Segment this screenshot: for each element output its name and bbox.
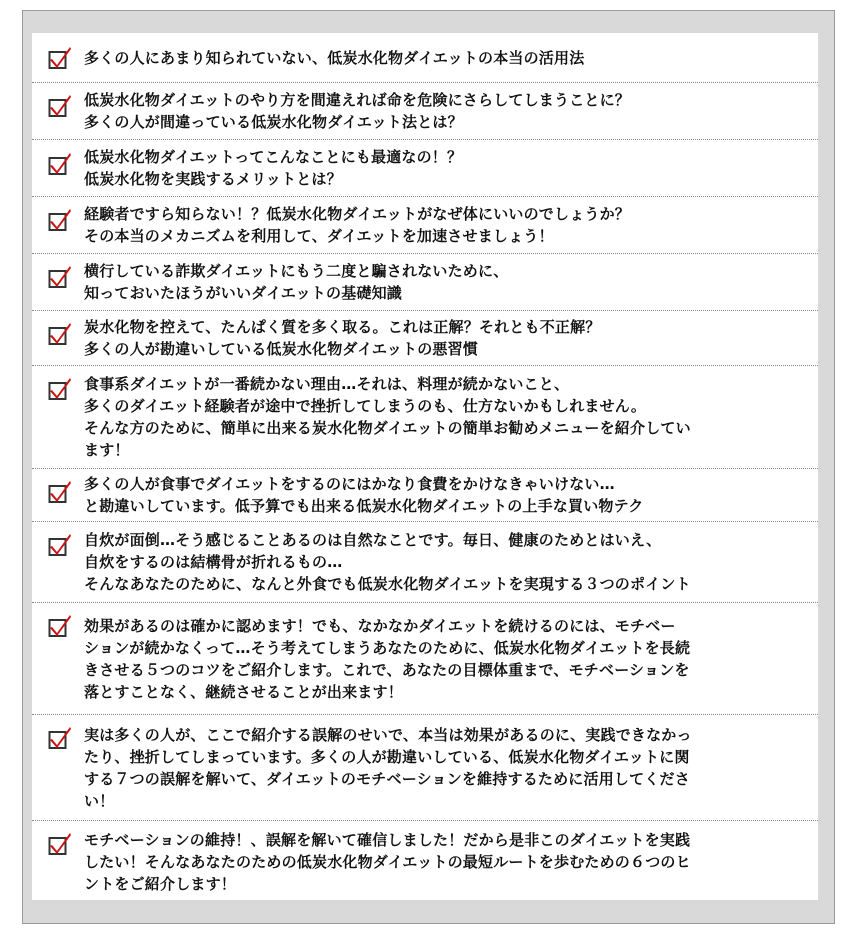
list-item-text: 横行している詐欺ダイエットにもう二度と騙されないために、 知っておいたほうがいいダイエットの基礎知識 bbox=[84, 262, 509, 302]
list-item-text: 自炊が面倒…そう感じることあるのは自然なことです。毎日、健康のためとはいえ、 自炊をするのは結構骨が折れるもの… そんなあなたのために、なんと外食でも低炭水化物ダイエットを実現する３つのポイント bbox=[84, 531, 691, 593]
checkbox-checked-icon bbox=[48, 533, 72, 557]
list-item bbox=[32, 33, 818, 83]
list-item bbox=[32, 522, 818, 603]
list-item-text: 経験者ですら知らない！？低炭水化物ダイエットがなぜ体にいいのでしょうか？ その本当のメカニズムを利用して、ダイエットを加速させましょう！ bbox=[84, 205, 631, 245]
checkbox-checked-icon bbox=[48, 94, 72, 118]
list-item-text: 食事系ダイエットが一番続かない理由…それは、料理が続かないこと、 多くのダイエット経験者が途中で挫折してしまうのも、仕方ないかもしれません。 そんな方のために、簡単に出来る炭水化物ダイエットの簡単お勧めメニューを紹介してい ます！ bbox=[84, 375, 691, 459]
list-item bbox=[32, 140, 818, 197]
checkbox-checked-icon bbox=[48, 46, 72, 70]
list-item bbox=[32, 311, 818, 366]
list-item bbox=[32, 83, 818, 140]
list-item bbox=[32, 715, 818, 821]
checkbox-checked-icon bbox=[48, 377, 72, 401]
list-item-text: 炭水化物を控えて、たんぱく質を多く取る。これは正解？それとも不正解？ 多くの人が勘違いしている低炭水化物ダイエットの悪習慣 bbox=[84, 318, 601, 358]
checkbox-checked-icon bbox=[48, 208, 72, 232]
list-item-text: 効果があるのは確かに認めます！でも、なかなかダイエットを続けるのには、モチベー ションが続かなくって…そう考えてしまうあなたのために、低炭水化物ダイエットを長続 きさせる５つのコツをご紹介します。これで、あなたの目標体重まで、モチベーションを 落とすことなく、継続させることが出来ます！ bbox=[84, 616, 691, 701]
list-item-text: 低炭水化物ダイエットってこんなことにも最適なの！？ 低炭水化物を実践するメリットとは？ bbox=[84, 148, 463, 188]
list-item bbox=[32, 197, 818, 254]
checkbox-checked-icon bbox=[48, 614, 72, 638]
checkbox-checked-icon bbox=[48, 726, 72, 750]
list-item-text: 多くの人にあまり知られていない、低炭水化物ダイエットの本当の活用法 bbox=[84, 48, 585, 67]
list-item-text: 低炭水化物ダイエットのやり方を間違えれば命を危険にさらしてしまうことに？ 多くの人が間違っている低炭水化物ダイエット法とは？ bbox=[84, 91, 631, 131]
checkbox-checked-icon bbox=[48, 152, 72, 176]
list-item-text: 多くの人が食事でダイエットをするのにはかなり食費をかけなきゃいけない… と勘違いしています。低予算でも出来る低炭水化物ダイエットの上手な買い物テク bbox=[84, 475, 644, 515]
list-item bbox=[32, 469, 818, 522]
checkbox-checked-icon bbox=[48, 265, 72, 289]
checkbox-checked-icon bbox=[48, 480, 72, 504]
list-item bbox=[32, 603, 818, 715]
checkbox-checked-icon bbox=[48, 322, 72, 346]
list-item bbox=[32, 254, 818, 311]
list-item bbox=[32, 821, 818, 900]
benefit-list bbox=[32, 33, 818, 900]
checkbox-checked-icon bbox=[48, 832, 72, 856]
list-item-text: モチベーションの維持！、誤解を解いて確信しました！だから是非このダイエットを実践 したい！そんなあなたのための低炭水化物ダイエットの最短ルートを歩むための６つのヒ ントをご紹介します！ bbox=[84, 831, 691, 893]
list-item-text: 実は多くの人が、ここで紹介する誤解のせいで、本当は効果があるのに、実践できなかっ たり、挫折してしまっています。多くの人が勘違いしている、低炭水化物ダイエットに関 する７つの誤解を解いて、ダイエットのモチベーションを維持するために活用してくださ い！ bbox=[84, 725, 692, 810]
content-panel bbox=[32, 33, 818, 900]
list-item bbox=[32, 366, 818, 469]
